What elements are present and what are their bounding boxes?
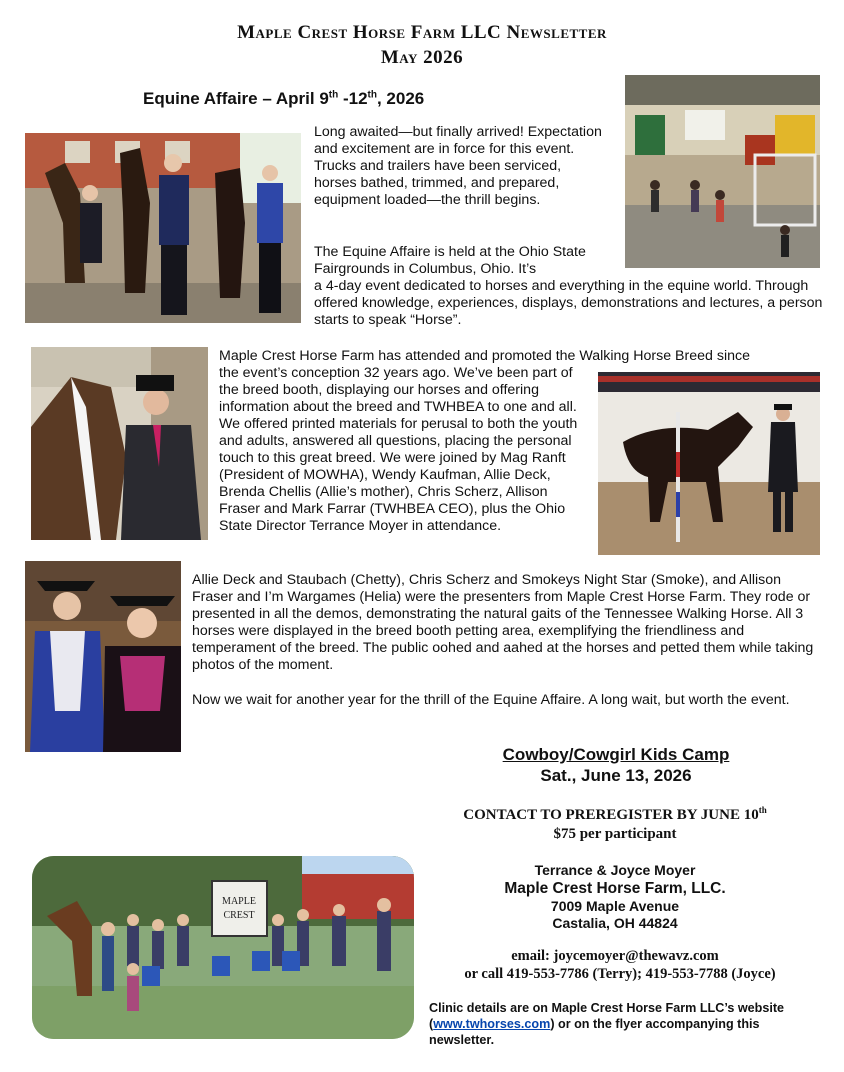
paragraph-breed-booth-start: Maple Crest Horse Farm has attended and promoted the Walking Horse Breed since (219, 348, 750, 364)
event-heading-part: Equine Affaire – April 9 (143, 89, 329, 108)
clinic-text: ) or on the flyer accompanying this newsletter. (429, 1017, 760, 1047)
website-link[interactable]: www.twhorses.com (433, 1017, 551, 1031)
camp-date: Sat., June 13, 2026 (540, 766, 692, 785)
photo-kids-camp-group (32, 856, 414, 1039)
phone-line: or call 419-553-7786 (Terry); 419-553-7788 (Joyce) (464, 966, 776, 982)
photo-riders-with-horses (25, 133, 301, 323)
event-heading-part: -12 (338, 89, 368, 108)
sign-text-crest: CREST (223, 910, 255, 921)
preregister-text: CONTACT TO PREREGISTER BY JUNE 10 (463, 807, 759, 823)
paragraph-presenters: Allie Deck and Staubach (Chetty), Chris Scherz and Smokeys Night Star (Smoke), and Allison Fraser and I’m Wargames (Helia) were the presenters from Maple Crest Horse Farm. They rode or presented in all the demos, demonstrating the natural gaits of the Tennessee Walking Horse. All 3 horses were displayed in the breed booth petting area, exemplifying the friendliness and temperament of the breed. The public oohed and aahed at the horses and petted them while taking photos of the moment. (192, 572, 814, 673)
preregister-deadline (415, 805, 815, 824)
paragraph-venue-start: The Equine Affaire is held at the Ohio State Fairgrounds in Columbus, Ohio. It’s (314, 244, 586, 277)
event-heading-sup: th (367, 89, 377, 101)
event-heading-part: , 2026 (376, 89, 425, 108)
paragraph-breed-booth-cont: the event’s conception 32 years ago. We’ve been part of the breed booth, displaying our horses and offering information about the breed and TWHBEA to one and all. We offered printed materials for perusal to both the youth and adults, answered all questions, placing the personal touch to this great breed. We were joined by Mag Ranft (President of MOWHA), Wendy Kaufman, Allie Deck, Brenda Chellis (Allie’s mother), Chris Scherz, Allison Fraser and Mark Farrar (TWHBEA CEO), plus the Ohio State Director Terrance Moyer in attendance. (219, 365, 578, 534)
farm-name: Maple Crest Horse Farm, LLC. (504, 880, 726, 897)
newsletter-title (0, 22, 844, 44)
clinic-text: Clinic details are on Maple Crest Horse Farm LLC’s website ( (429, 1001, 785, 1031)
paragraph-anticipation: Long awaited—but finally arrived! Expectation and excitement are in force for this event. Trucks and trailers have been serviced, horses bathed, trimmed, and prepared, equipment loaded—the thrill begins. (314, 124, 602, 208)
title-line-1: Maple Crest Horse Farm LLC Newsletter (237, 22, 607, 43)
street-address: 7009 Maple Avenue (550, 898, 680, 914)
preregister-sup: th (758, 805, 767, 815)
sign-text-maple: MAPLE (222, 896, 256, 907)
clinic-details (429, 1000, 809, 1048)
contact-names: Terrance & Joyce Moyer (534, 862, 696, 878)
city-address: Castalia, OH 44824 (552, 915, 678, 931)
camp-price: $75 per participant (553, 826, 677, 842)
camp-title: Cowboy/Cowgirl Kids Camp (502, 745, 730, 764)
event-heading-sup: th (328, 89, 339, 101)
title-line-2: May 2026 (380, 47, 464, 68)
paragraph-venue-cont: a 4-day event dedicated to horses and everything in the equine world. Through offered knowledge, experiences, displays, demonstrations and lectures, a person starts to speak “Horse”. (314, 278, 823, 328)
email-line: email: joycemoyer@thewavz.com (511, 948, 719, 964)
event-heading (143, 89, 424, 109)
newsletter-issue (0, 47, 844, 69)
photo-two-riders (25, 561, 181, 752)
photo-exhibit-hall (625, 75, 820, 268)
photo-arena-horse (598, 372, 820, 555)
photo-man-with-horse (31, 347, 208, 540)
paragraph-closing: Now we wait for another year for the thrill of the Equine Affaire. A long wait, but worth the event. (192, 692, 790, 708)
